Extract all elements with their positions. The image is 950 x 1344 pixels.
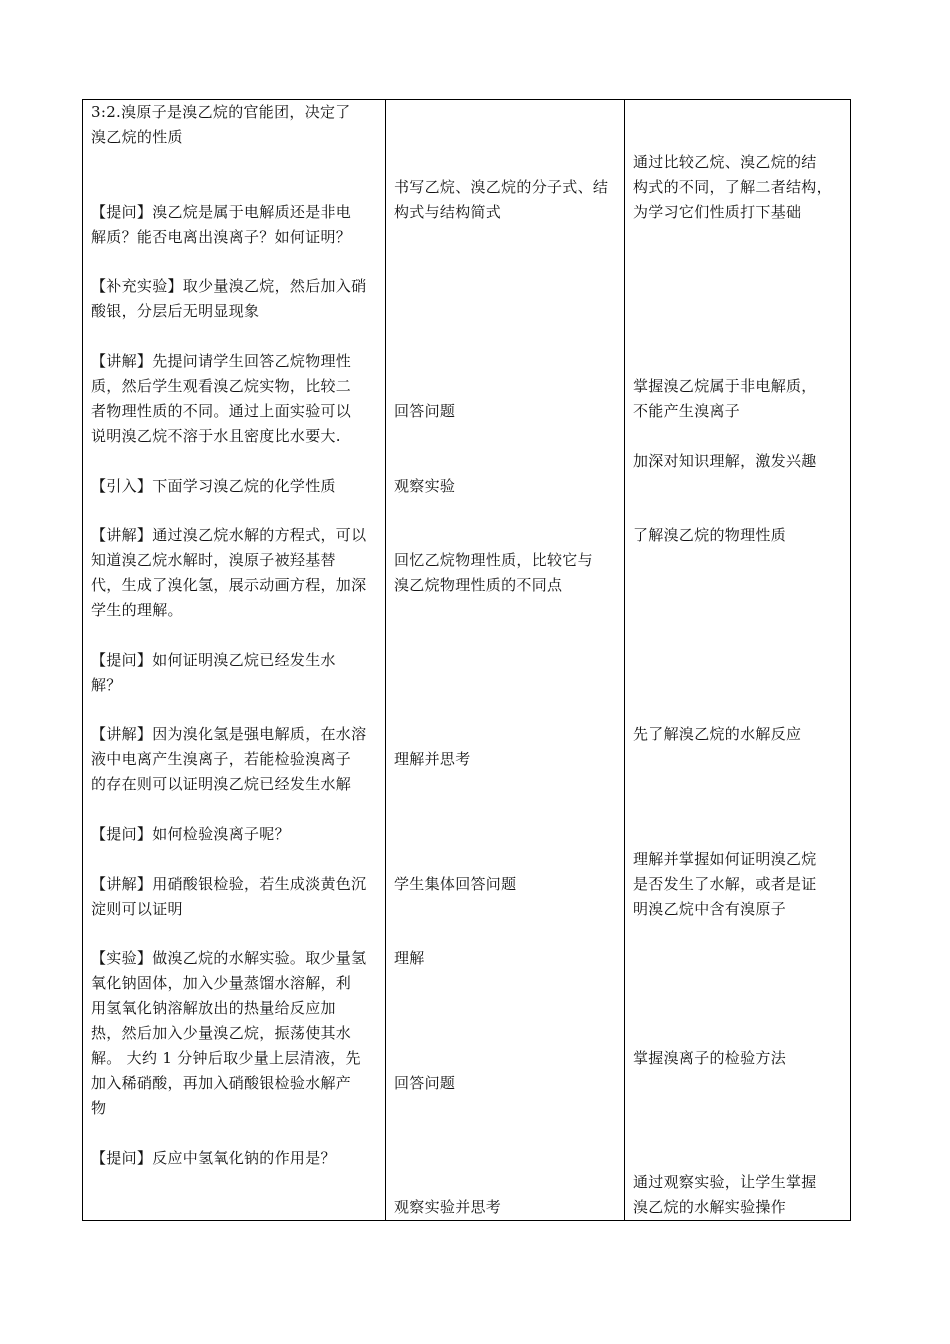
student-text-line: 回忆乙烷物理性质，比较它与	[394, 551, 593, 569]
teacher-text-line: 热，然后加入少量溴乙烷，振荡使其水	[91, 1024, 352, 1042]
intent-text-line: 加深对知识理解，激发兴趣	[633, 452, 817, 470]
teacher-text-line: 用氢氧化钠溶解放出的热量给反应加	[91, 999, 336, 1017]
teacher-text-line: 【提问】如何证明溴乙烷已经发生水	[91, 651, 336, 669]
teacher-text-line: 液中电离产生溴离子，若能检验溴离子	[91, 750, 352, 768]
intent-text-line: 理解并掌握如何证明溴乙烷	[633, 850, 817, 868]
teacher-text-line: 【讲解】先提问请学生回答乙烷物理性	[91, 352, 352, 370]
teacher-text-line: 溴乙烷的性质	[91, 128, 183, 146]
intent-text-line: 掌握溴乙烷属于非电解质，	[633, 377, 817, 395]
student-text-line: 构式与结构简式	[394, 203, 502, 221]
teacher-text-line: 解质？能否电离出溴离子？如何证明？	[91, 228, 352, 246]
student-text-line: 书写乙烷、溴乙烷的分子式、结	[394, 178, 609, 196]
teacher-text-line: 【引入】下面学习溴乙烷的化学性质	[91, 477, 336, 495]
student-text-line: 理解	[394, 949, 425, 967]
teacher-text-line: 氧化钠固体，加入少量蒸馏水溶解，利	[91, 974, 352, 992]
intent-text-line: 通过比较乙烷、溴乙烷的结	[633, 153, 817, 171]
teacher-text-line: 代，生成了溴化氢，展示动画方程，加深	[91, 576, 367, 594]
intent-text-line: 构式的不同，了解二者结构，	[633, 178, 832, 196]
teacher-text-line: 解？	[91, 676, 122, 694]
column-divider-2	[624, 100, 625, 1220]
student-text-line: 学生集体回答问题	[394, 875, 517, 893]
intent-text-line: 溴乙烷的水解实验操作	[633, 1198, 787, 1216]
teacher-text-line: 淀则可以证明	[91, 900, 183, 918]
teacher-text-line: 者物理性质的不同。通过上面实验可以	[91, 402, 352, 420]
teacher-text-line: 【提问】溴乙烷是属于电解质还是非电	[91, 203, 352, 221]
teacher-text-line: 的存在则可以证明溴乙烷已经发生水解	[91, 775, 352, 793]
student-text-line: 溴乙烷物理性质的不同点	[394, 576, 563, 594]
teacher-text-line: 【提问】如何检验溴离子呢？	[91, 825, 290, 843]
teacher-text-line: 【讲解】因为溴化氢是强电解质，在水溶	[91, 725, 367, 743]
student-text-line: 回答问题	[394, 1074, 456, 1092]
intent-text-line: 掌握溴离子的检验方法	[633, 1049, 787, 1067]
student-text-line: 观察实验并思考	[394, 1198, 502, 1216]
teacher-text-line: 物	[91, 1099, 107, 1117]
teacher-text-line: 【提问】反应中氢氧化钠的作用是？	[91, 1149, 336, 1167]
teacher-text-line: 说明溴乙烷不溶于水且密度比水要大.	[91, 427, 341, 445]
teacher-text-line: 【实验】做溴乙烷的水解实验。取少量氢	[91, 949, 367, 967]
student-text-line: 理解并思考	[394, 750, 471, 768]
teacher-text-line: 解。 大约 1 分钟后取少量上层清液，先	[91, 1049, 361, 1067]
teacher-text-line: 知道溴乙烷水解时，溴原子被羟基替	[91, 551, 336, 569]
teacher-text-line: 质，然后学生观看溴乙烷实物，比较二	[91, 377, 352, 395]
student-text-line: 回答问题	[394, 402, 456, 420]
teacher-text-line: 学生的理解。	[91, 601, 183, 619]
teacher-text-line: 加入稀硝酸，再加入硝酸银检验水解产	[91, 1074, 352, 1092]
teacher-text-line: 【补充实验】取少量溴乙烷，然后加入硝	[91, 277, 367, 295]
intent-text-line: 先了解溴乙烷的水解反应	[633, 725, 802, 743]
intent-text-line: 是否发生了水解，或者是证	[633, 875, 817, 893]
intent-text-line: 明溴乙烷中含有溴原子	[633, 900, 787, 918]
column-divider-1	[385, 100, 386, 1220]
teacher-text-line: 酸银，分层后无明显现象	[91, 302, 260, 320]
intent-text-line: 不能产生溴离子	[633, 402, 741, 420]
teacher-text-line: 【讲解】通过溴乙烷水解的方程式，可以	[91, 526, 367, 544]
intent-text-line: 了解溴乙烷的物理性质	[633, 526, 787, 544]
teacher-text-line: 3:2.溴原子是溴乙烷的官能团，决定了	[91, 103, 351, 121]
teacher-text-line: 【讲解】用硝酸银检验，若生成淡黄色沉	[91, 875, 367, 893]
intent-text-line: 通过观察实验，让学生掌握	[633, 1173, 817, 1191]
student-text-line: 观察实验	[394, 477, 456, 495]
intent-text-line: 为学习它们性质打下基础	[633, 203, 802, 221]
